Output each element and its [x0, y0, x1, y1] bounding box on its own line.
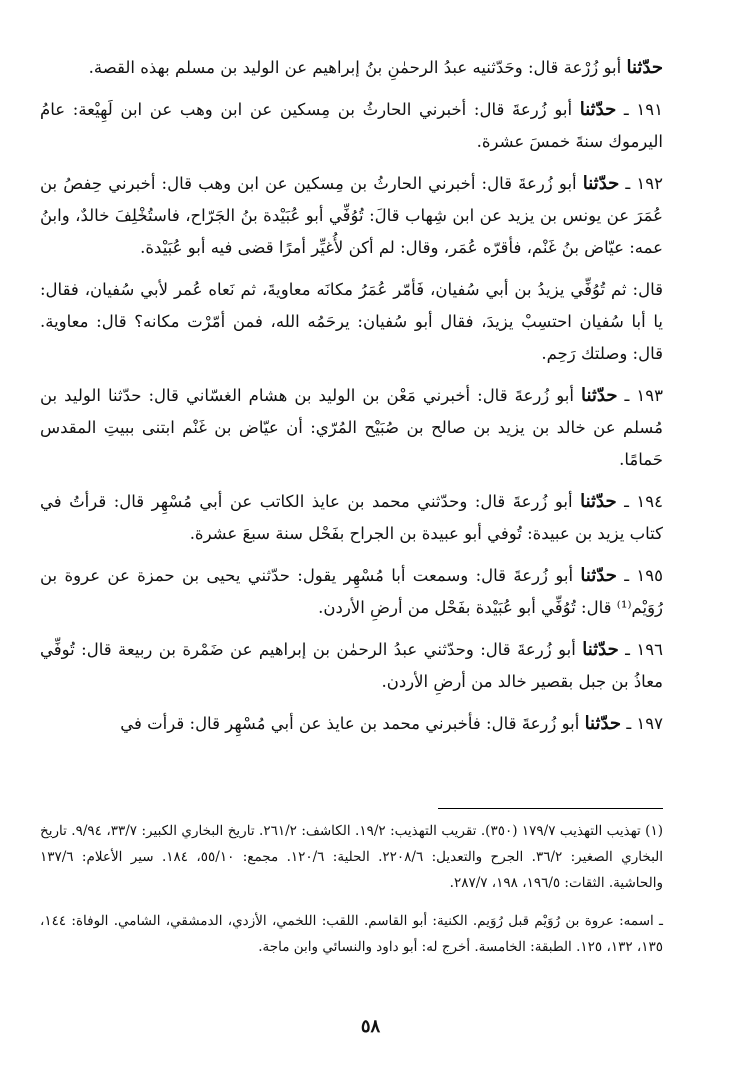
- hadith-196: ١٩٦ ـ حدّثنا أبو زُرعةَ قال: وحدّثني عبدُ الرحمٰن بن إبراهيم عن ضَمْرة بن ربيعة قال: تُوفِّي معاذُ بن جبل بقصير خالد من أرضِ الأردن.: [40, 639, 663, 691]
- hadith-194: ١٩٤ ـ حدّثنا أبو زُرعةَ قال: وحدّثني محمد بن عايذ الكاتب عن أبي مُسْهِر قال: قرأتُ في كتاب يزيد بن عبيدة: تُوفي أبو عبيدة بن الجراح بفَحْل سنة سبعَ عشرة.: [40, 491, 663, 543]
- paragraph: حدّثنا أبو زُرْعة قال: وحَدّثنيه عبدُ الرحمٰنِ بنُ إبراهيم عن الوليد بن مسلم بهذه القصة.: [88, 57, 663, 78]
- footnote-1: (١) تهذيب التهذيب ١٧٩/٧ (٣٥٠). تقريب التهذيب: ١٩/٢. الكاشف: ٢٦١/٢. تاريخ البخاري الكبير: ٣٣/٧، ٩/٩٤. تاريخ البخاري الصغير: ٣٦/٢. الجرح والتعديل: ٢٢٠٨/٦. الحلية: ١٢٠/٦. مجمع: ٥٥/١٠، ١٨٤. سير الأعلام: ١٣٧/٦ والحاشية. الثقات: ١٩٦/٥، ١٩٨، ٢٨٧/٧.: [40, 823, 664, 891]
- hadith-195: ١٩٥ ـ حدّثنا أبو زُرعةَ قال: وسمعت أبا مُسْهِر يقول: حدّثني يحيى بن حمزة عن عروة بن رُوَيْم⁽¹⁾ قال: تُوُفِّي أبو عُبَيْدة بفَحْل من أرضِ الأردن.: [40, 565, 663, 617]
- main-text: [40, 52, 663, 750]
- footnotes: [40, 818, 663, 972]
- hadith-192: ١٩٢ ـ حدّثنا أبو زُرعةَ قال: أخبرني الحارثُ بن مِسكين عن ابن وهب قال: أخبرني حِفصُ بن عُمَرَ عن يونس بن يزيد عن ابن شِهاب قالَ: تُوُفِّي أبو عُبَيْدة بنُ الجَرّاح، فاستُخْلِفَ خالدٌ، وابنُ عمه: عيّاض بنُ غَنْم، فأقرّه عُمَر، وقال: لم أكن لأُغيِّر أمرًا قضى فيه أبو عُبَيْدة.: [40, 173, 663, 257]
- footnote-1-biography: ـ اسمه: عروة بن رُوَيْم قبل رُوَيم. الكنية: أبو القاسم. اللقب: اللخمي، الأزدي، الدمشقي، الشامي. الوفاة: ١٤٤، ١٣٥، ١٣٢، ١٢٥. الطبقة: الخامسة. أخرج له: أبو داود والنسائي وابن ماجة.: [40, 913, 663, 955]
- hadith-191: ١٩١ ـ حدّثنا أبو زُرعةَ قال: أخبرني الحارثُ بن مِسكين عن ابن وهب عن ابن لَهِيْعة: عامُ اليرموك سنةَ خمسَ عشرة.: [40, 99, 663, 151]
- footnote-separator: [438, 808, 663, 809]
- page-number: ٥٨: [360, 1016, 381, 1037]
- paragraph: قال: ثم تُوُفِّي يزيدُ بن أبي سُفيان، فَأمّر عُمَرُ مكانَه معاويةَ، ثم نَعاه عُمر لأبي سُفيان، فقال: يا أبا سُفيان احتسِبْ يزيدَ، فقال أبو سُفيان: يرحَمُه الله، فمن أمّرْت مكانه؟ قال: معاوية. قال: وصلتك رَحِم.: [40, 280, 663, 363]
- hadith-197: ١٩٧ ـ حدّثنا أبو زُرعةَ قال: فأخبرني محمد بن عايذ عن أبي مُسْهِر قال: قرأت في: [120, 713, 663, 734]
- hadith-193: ١٩٣ ـ حدّثنا أبو زُرعةَ قال: أخبرني مَعْن بن الوليد بن هشام الغسّاني قال: حدّثنا الوليد بن مُسلم عن خالد بن يزيد بن صالح بن صُبَيْح المُرّي: أن عيّاض بن غَنْم ابتنى ببيتِ المقدس حَمامًا.: [40, 385, 663, 469]
